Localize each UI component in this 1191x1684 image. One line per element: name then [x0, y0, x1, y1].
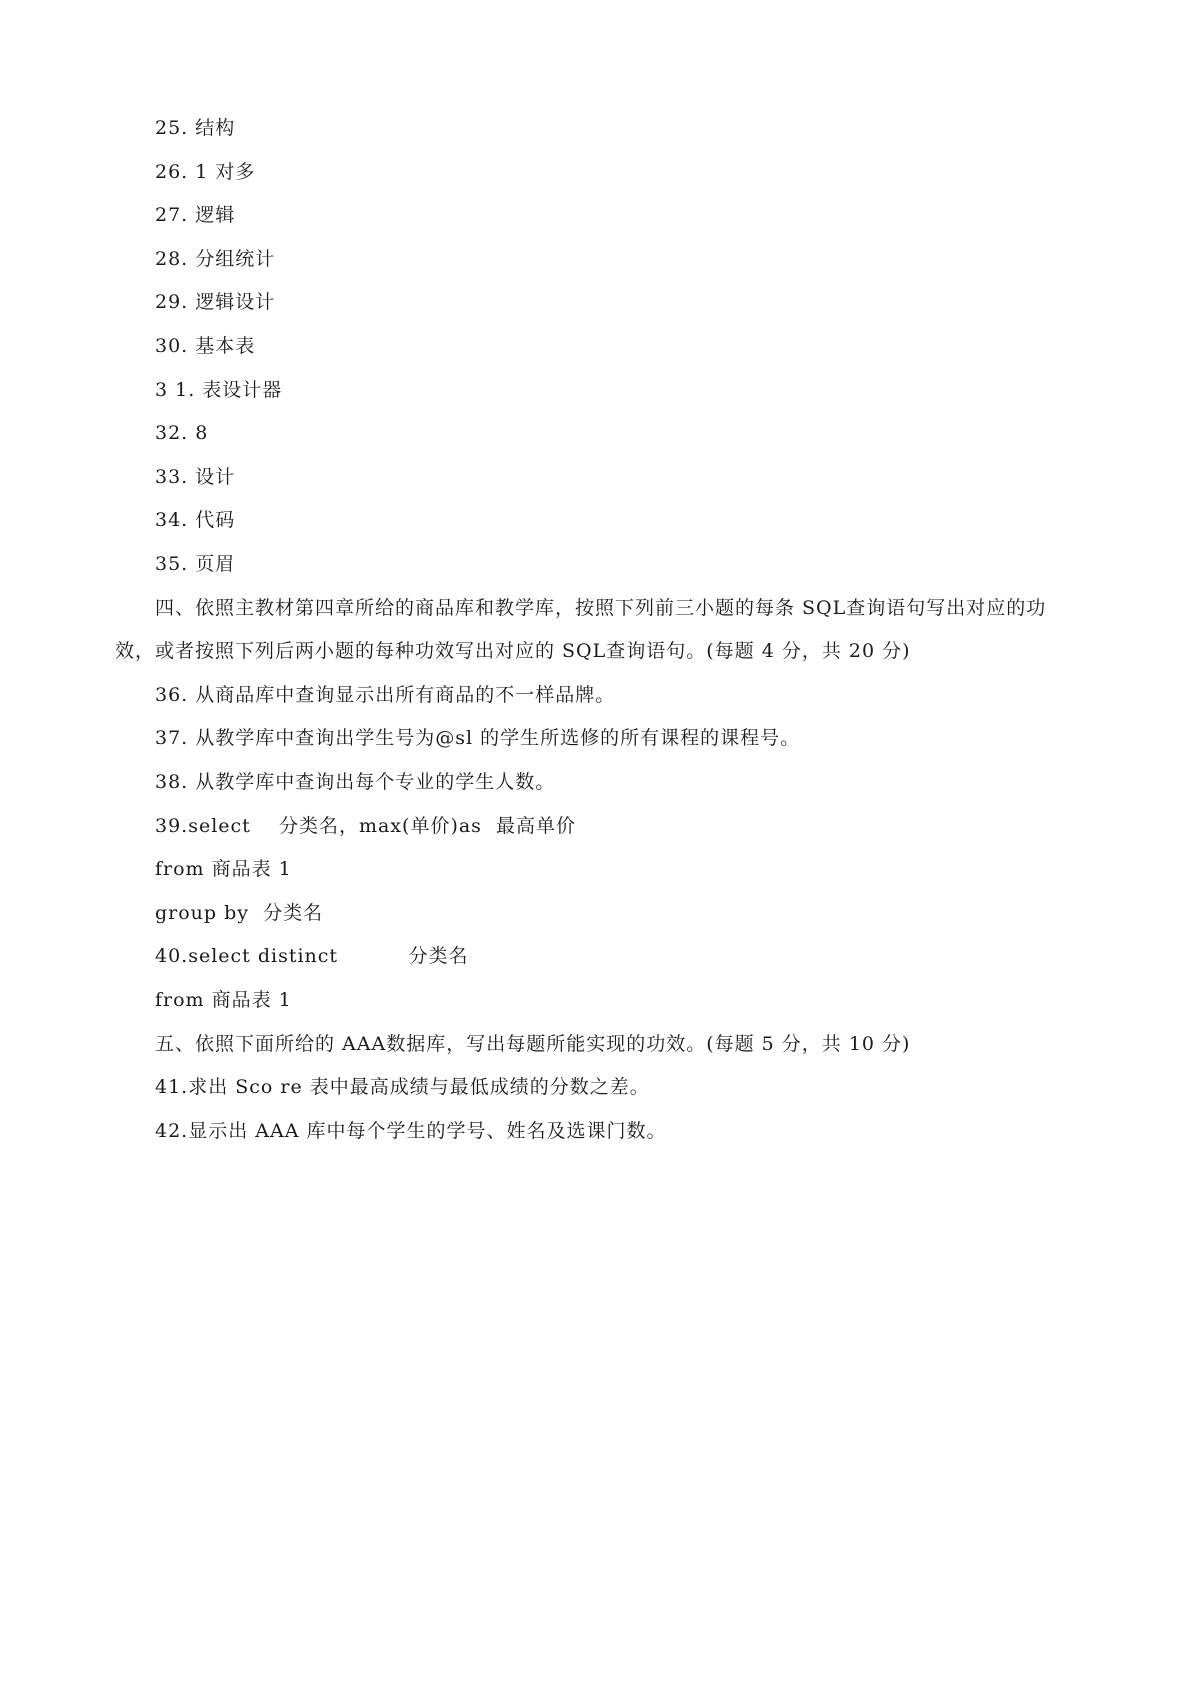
answer-27: 27. 逻辑 — [155, 204, 236, 226]
answer-30: 30. 基本表 — [155, 335, 256, 357]
answer-33: 33. 设计 — [155, 466, 236, 488]
question-41: 41.求出 Sco re 表中最高成绩与最低成绩的分数之差。 — [155, 1076, 650, 1098]
answer-34: 34. 代码 — [155, 509, 236, 531]
sql-39-select: 39.select 分类名，max(单价)as 最高单价 — [155, 815, 577, 837]
answer-25: 25. 结构 — [155, 117, 236, 139]
section4-heading-line2: 效，或者按照下列后两小题的每种功效写出对应的 SQL查询语句。(每题 4 分，共 20 分) — [115, 640, 911, 662]
answer-26: 26. 1 对多 — [155, 161, 256, 183]
sql-40-from: from 商品表 1 — [155, 989, 292, 1011]
answer-31: 3 1. 表设计器 — [155, 379, 283, 401]
question-37: 37. 从教学库中查询出学生号为@sl 的学生所选修的所有课程的课程号。 — [155, 727, 801, 749]
answer-29: 29. 逻辑设计 — [155, 291, 276, 313]
answer-35: 35. 页眉 — [155, 553, 236, 575]
section5-heading: 五、依照下面所给的 AAA数据库，写出每题所能实现的功效。(每题 5 分，共 10 分) — [155, 1033, 911, 1055]
sql-39-from: from 商品表 1 — [155, 858, 292, 880]
sql-39-groupby: group by 分类名 — [155, 902, 324, 924]
answer-28: 28. 分组统计 — [155, 248, 276, 270]
question-36: 36. 从商品库中查询显示出所有商品的不一样品牌。 — [155, 684, 616, 706]
sql-40-select: 40.select distinct 分类名 — [155, 945, 469, 967]
question-42: 42.显示出 AAA 库中每个学生的学号、姓名及选课门数。 — [155, 1120, 667, 1142]
answer-32: 32. 8 — [155, 422, 209, 444]
section4-heading-line1: 四、依照主教材第四章所给的商品库和教学库，按照下列前三小题的每条 SQL查询语句写出对应的功 — [155, 597, 1047, 619]
question-38: 38. 从教学库中查询出每个专业的学生人数。 — [155, 771, 556, 793]
